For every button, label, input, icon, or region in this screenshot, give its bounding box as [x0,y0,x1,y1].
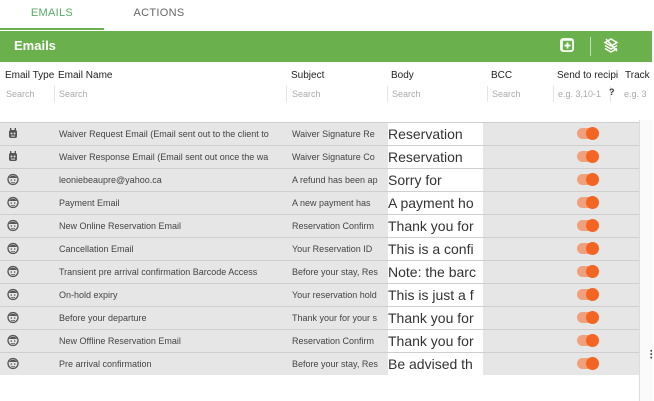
body-cell: Reservation [388,123,483,145]
help-icon[interactable]: ? [609,87,615,97]
col-email-type[interactable]: Email Type [5,70,55,81]
body-cell: Sorry for [388,169,483,191]
panel-title: Emails [14,38,56,53]
toggle-knob [586,127,599,140]
send-to-recipient-toggle[interactable] [577,335,598,346]
subject-cell: Waiver Signature Re [292,129,375,139]
col-email-name[interactable]: Email Name [58,70,113,81]
body-cell: Note: the barc [388,261,483,283]
body-cell: Reservation [388,146,483,168]
filter-send-to-recipient[interactable] [554,86,611,102]
toggle-knob [586,196,599,209]
email-name-cell: Payment Email [59,198,120,208]
table-row[interactable] [0,306,639,329]
col-bcc[interactable]: BCC [491,70,513,81]
add-square-icon[interactable] [559,37,577,55]
send-to-recipient-toggle[interactable] [577,312,598,323]
toggle-knob [586,311,599,324]
email-name-cell: Cancellation Email [59,244,134,254]
email-name-cell: leoniebeaupre@yahoo.ca [59,175,162,185]
subject-cell: Thank your for your s [292,313,378,323]
email-name-cell: On-hold expiry [59,290,118,300]
emails-grid [0,62,652,401]
table-row[interactable] [0,283,639,306]
toggle-knob [586,173,599,186]
subject-cell: Before your stay, Res [292,267,378,277]
col-subject[interactable]: Subject [291,70,325,81]
filter-track[interactable] [620,86,652,102]
tab-actions[interactable]: ACTIONS [133,7,185,19]
email-name-cell: New Offline Reservation Email [59,336,181,346]
send-to-recipient-toggle[interactable] [577,151,598,162]
send-to-recipient-toggle[interactable] [577,266,598,277]
toggle-knob [586,357,599,370]
toggle-knob [586,334,599,347]
col-body[interactable]: Body [391,70,414,81]
email-name-cell: Before your departure [59,313,147,323]
layers-icon[interactable] [603,37,621,55]
send-to-recipient-toggle[interactable] [577,220,598,231]
body-cell: Thank you for [388,215,483,237]
filter-body[interactable] [388,86,488,102]
table-row[interactable] [0,329,639,352]
body-cell: This is just a f [388,284,483,306]
table-row[interactable] [0,214,639,237]
subject-cell: A refund has been ap [292,175,378,185]
table-row[interactable] [0,260,639,283]
toggle-knob [586,288,599,301]
subject-cell: Your Reservation ID [292,244,373,254]
subject-cell: A new payment has [292,198,371,208]
body-cell: A payment ho [388,192,483,214]
toggle-knob [586,242,599,255]
table-row[interactable] [0,168,639,191]
filter-subject[interactable] [288,86,388,102]
email-name-cell: Pre arrival confirmation [59,359,152,369]
email-name-cell: Waiver Response Email (Email sent out once the wa [59,152,269,162]
table-row[interactable] [0,352,639,375]
subject-cell: Waiver Signature Co [292,152,375,162]
send-to-recipient-toggle[interactable] [577,174,598,185]
table-row[interactable] [0,145,639,168]
email-name-cell: New Online Reservation Email [59,221,182,231]
header-divider [590,37,591,56]
emails-panel-header [0,31,652,62]
body-cell: Be advised th [388,353,483,375]
send-to-recipient-toggle[interactable] [577,128,598,139]
send-to-recipient-toggle[interactable] [577,243,598,254]
toggle-knob [586,265,599,278]
subject-cell: Reservation Confirm [292,221,375,231]
send-to-recipient-toggle[interactable] [577,289,598,300]
tab-bar [0,0,654,30]
resize-handle-icon[interactable]: ⁝ [649,346,654,362]
table-row[interactable] [0,191,639,214]
filter-email-type[interactable] [2,86,55,102]
send-to-recipient-toggle[interactable] [577,197,598,208]
send-to-recipient-toggle[interactable] [577,358,598,369]
col-track[interactable]: Track [625,70,650,81]
tab-emails[interactable]: EMAILS [0,0,104,30]
body-cell: This is a confi [388,238,483,260]
toggle-knob [586,150,599,163]
email-name-cell: Transient pre arrival confirmation Barcode Access [59,267,258,277]
body-cell: Thank you for [388,330,483,352]
subject-cell: Your reservation hold [292,290,377,300]
subject-cell: Before your stay, Res [292,359,378,369]
table-row[interactable] [0,122,639,145]
filter-email-name[interactable] [55,86,287,102]
col-send-to-recipient[interactable]: Send to recipi [557,70,619,81]
body-cell: Thank you for [388,307,483,329]
subject-cell: Reservation Confirm [292,336,375,346]
table-row[interactable] [0,237,639,260]
filter-bcc[interactable] [488,86,554,102]
email-name-cell: Waiver Request Email (Email sent out to the client to [59,129,269,139]
toggle-knob [586,219,599,232]
